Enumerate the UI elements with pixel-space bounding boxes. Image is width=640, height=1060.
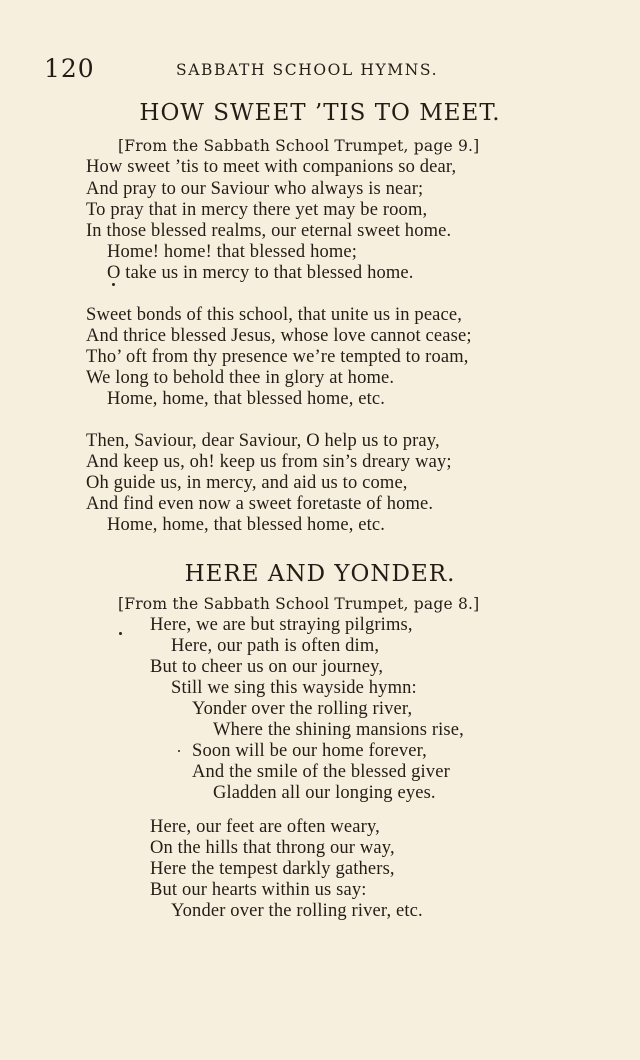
ink-speck — [178, 750, 180, 752]
verse-line: We long to behold thee in glory at home. — [86, 368, 395, 388]
verse-line: But our hearts within us say: — [150, 880, 367, 900]
ink-speck — [119, 632, 122, 635]
hymn-title: HERE AND YONDER. — [184, 561, 456, 587]
refrain-line: And the smile of the blessed giver — [192, 762, 450, 782]
refrain-line: Yonder over the rolling river, etc. — [171, 901, 423, 921]
hymn-source: [From the Sabbath School Trumpet, page 9.] — [118, 137, 480, 155]
refrain-line: Yonder over the rolling river, — [192, 699, 413, 719]
verse-line: Then, Saviour, dear Saviour, O help us to pray, — [86, 431, 440, 451]
verse-line: And pray to our Saviour who always is near; — [86, 179, 424, 199]
hymn-source: [From the Sabbath School Trumpet, page 8.] — [118, 595, 480, 613]
verse-line: Tho’ oft from thy presence we’re tempted to roam, — [86, 347, 469, 367]
chorus-line: Home, home, that blessed home, etc. — [107, 515, 386, 535]
verse-line: Sweet bonds of this school, that unite us in peace, — [86, 305, 463, 325]
running-head — [44, 54, 600, 88]
chorus-line: Home! home! that blessed home; — [107, 242, 358, 262]
verse-line: How sweet ’tis to meet with companions so dear, — [86, 157, 457, 177]
refrain-line: Gladden all our longing eyes. — [213, 783, 436, 803]
verse-line: Still we sing this wayside hymn: — [171, 678, 417, 698]
hymn-title: HOW SWEET ’TIS TO MEET. — [139, 100, 501, 126]
verse-line: Here the tempest darkly gathers, — [150, 859, 395, 879]
refrain-line: Where the shining mansions rise, — [213, 720, 464, 740]
verse-line: Here, our path is often dim, — [171, 636, 380, 656]
page-number: 120 — [44, 54, 95, 83]
verse-line: Here, we are but straying pilgrims, — [150, 615, 413, 635]
ink-speck — [112, 283, 115, 286]
verse-line: Oh guide us, in mercy, and aid us to come, — [86, 473, 408, 493]
chorus-line: Home, home, that blessed home, etc. — [107, 389, 386, 409]
verse-line: On the hills that throng our way, — [150, 838, 395, 858]
verse-line: In those blessed realms, our eternal sweet home. — [86, 221, 452, 241]
refrain-line: Soon will be our home forever, — [192, 741, 427, 761]
verse-line: And thrice blessed Jesus, whose love cannot cease; — [86, 326, 472, 346]
verse-line: But to cheer us on our journey, — [150, 657, 384, 677]
chorus-line: O take us in mercy to that blessed home. — [107, 263, 414, 283]
verse-line: To pray that in mercy there yet may be room, — [86, 200, 428, 220]
verse-line: And keep us, oh! keep us from sin’s dreary way; — [86, 452, 452, 472]
verse-line: Here, our feet are often weary, — [150, 817, 380, 837]
verse-line: And find even now a sweet foretaste of home. — [86, 494, 434, 514]
running-title: SABBATH SCHOOL HYMNS. — [176, 61, 439, 79]
